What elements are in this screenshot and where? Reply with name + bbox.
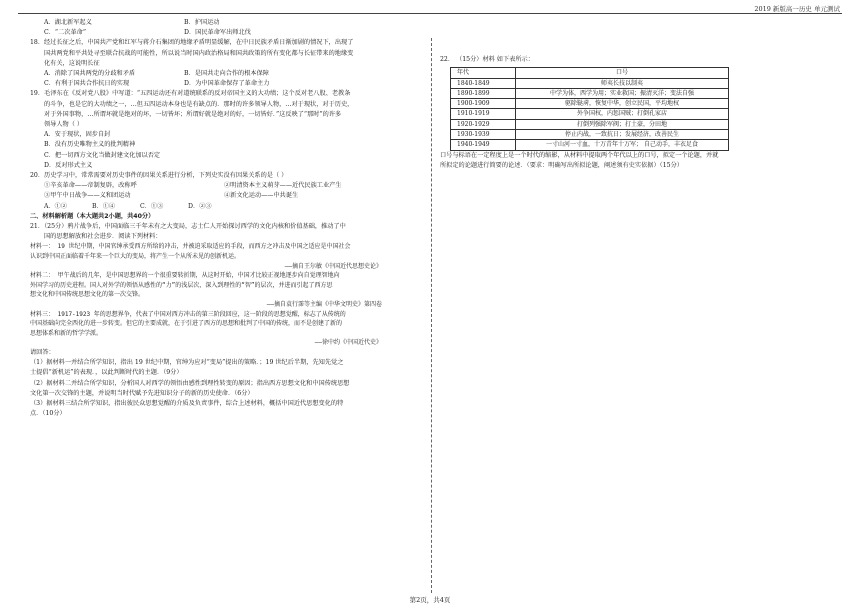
slogan-table [450, 67, 729, 150]
table-cell-slogan: 中学为体，西学为用；实业救国；振清灭洋；变法自强 [516, 88, 729, 98]
header-rule [18, 13, 842, 14]
q18-options-row1 [30, 69, 420, 79]
q19-line: 领导人物（ ） [44, 121, 84, 129]
material-3-source: ——徐中约《中国近代史》 [314, 339, 382, 347]
q17-option-c: C．“二次革命” [44, 29, 86, 37]
q18-options-row2 [30, 79, 420, 89]
table-row [451, 78, 729, 88]
subquestion-line: （3）据材料三结合所学知识，指出彼民众思想觉醒的介质及负责事件，综合上述材料，概括中国近代思想变化的特 [30, 400, 344, 408]
q21-line: 21．（25分）鸦片战争后，中国面临三千年未有之大变局，志士仁人开始探讨西学的文化内核和价值基础，推动了中 [30, 223, 346, 231]
q20-line: 20．历史学习中，常常需要对历史事件的因果关系进行分析，下列史实没有因果关系的是（ ） [30, 172, 288, 180]
q18-option-d: D．为中国革命保存了革命主力 [184, 80, 270, 88]
table-header-year: 年代 [451, 68, 516, 78]
column-separator [431, 38, 432, 593]
q18-line: 国共两党和平共处寻至联合抗战的可能性，所以说当时国内政治格局和国共政策的所有变化都与长征带来的地缘变 [44, 49, 354, 57]
q20-item-1: ①辛亥革命——帝制复辟，改称呼 [44, 182, 137, 190]
q20-option-d: D．②③ [188, 202, 212, 210]
table-header-row [451, 68, 729, 78]
table-row [451, 109, 729, 119]
q22-tail-line: 口号与标语在一定程度上是一个时代的缩影，从材料中提取两个年代以上的口号，拟定一个论题，并就 [440, 151, 719, 159]
q20-option-c: C．①③ [140, 202, 164, 210]
material-2-line: 想文化和中国传统思想文化的第一次交锋。 [30, 291, 145, 299]
q19-option-c: C．把一切西方文化当做封建文化加以否定 [44, 151, 161, 159]
right-column [440, 55, 840, 171]
q20-option-a: A．①② [44, 202, 68, 210]
table-cell-year: 1930-1939 [451, 129, 516, 139]
table-cell-year: 1920-1929 [451, 119, 516, 129]
q17-options-row2 [30, 28, 420, 38]
table-cell-year: 1890-1899 [451, 88, 516, 98]
material-2-source: ——摘自袁行霈等主编《中华文明史》第四卷 [266, 301, 382, 309]
material-2-line: 材料二： 甲午战后的几年，是中国思想界的一个很重要转折期，从这时开始，中国才比较正视地逐步向自觉理智地向 [30, 272, 340, 280]
table-row [451, 140, 729, 150]
q18-option-a: A．消除了国共两党的分歧和矛盾 [44, 70, 136, 78]
table-cell-slogan: 师夷长技以制夷 [516, 78, 729, 88]
table-cell-year: 1840-1849 [451, 78, 516, 88]
q19-option-a: A．安于现状，固步自封 [44, 131, 111, 139]
page-footer: 第2页，共4页 [409, 596, 451, 604]
subquestion-line: 文化第一次交锋的主题，并说明当时代赋予先进知识分子的新的历史使命．（6分） [30, 389, 254, 397]
table-cell-slogan: 外争国权，内惩国贼；打倒孔家店 [516, 109, 729, 119]
q22-tail-line: 所拟定的论题进行简要的论述．（要求：明确写出所拟论题，阐述须有史实依据）（15分） [440, 161, 683, 169]
q19-option-b: B．没有历史唯物主义的批判精神 [44, 141, 136, 149]
material-3-line: 中国基础向完全西化的进一步转变。但它的主要成就，在于引进了西方的思想和批判了中国的传统，而不是创建了新的 [30, 320, 343, 328]
q20-item-3: ③甲午中日战争——义和团运动 [44, 192, 131, 200]
section-title: 二、材料解析题（本大题共2小题，共40分） [30, 212, 155, 220]
q18-line: 18．经过长征之后，中国共产党和红军与蒋介石集团的地缘矛盾明显缓解，在中日民族矛盾日渐加剧的情况下，出现了 [30, 39, 354, 47]
q19-option-d: D．反对形式主义 [44, 161, 93, 169]
q20-options [30, 202, 420, 212]
q18-option-b: B．是国共走向合作的根本保障 [184, 70, 269, 78]
q18-line: 化有关，这说明长征 [44, 59, 100, 67]
table-cell-slogan: 一寸山河一寸血，十万青年十万军； 自己动手，丰衣足食 [516, 140, 729, 150]
table-row [451, 88, 729, 98]
q19-line: 的斗争，也是它的大功绩之一，…但五四运动本身也是有缺点的．那时的许多领导人物，…对于现状，对于历史， [44, 100, 354, 108]
q17-options-row1 [30, 18, 420, 28]
left-column [30, 18, 420, 419]
q17-option-d: D．国民革命军出师北伐 [184, 29, 251, 37]
page-header: 2019 新版高一历史 单元测试 [754, 5, 840, 13]
q21-line: 国的思想解放和社会进步．阅读下列材料： [44, 233, 162, 241]
q19-line: 对于外国事物，…所谓坏就是绝对的坏，一切皆坏；所谓好就是绝对的好，一切皆好．”这反映了“那时”的许多 [44, 110, 342, 118]
q18-option-c: C．有利于国共合作抗日的实现 [44, 80, 130, 88]
material-3-line: 思想体系和新的哲学学派。 [30, 329, 103, 337]
table-cell-year: 1900-1909 [451, 99, 516, 109]
q17-option-a: A．湖北新军起义 [44, 19, 92, 26]
table-cell-year: 1940-1949 [451, 140, 516, 150]
table-row [451, 119, 729, 129]
table-row [451, 129, 729, 139]
table-header-slogan: 口号 [516, 68, 729, 78]
q20-pairs-row2 [30, 191, 420, 201]
table-cell-slogan: 打倒列强除军阀；打土豪，分田地 [516, 119, 729, 129]
table-cell-year: 1910-1919 [451, 109, 516, 119]
table-row [451, 99, 729, 109]
material-1-line: 材料一： 19 世纪中期，中国官绅承受西方所给的冲击，并被迫采取适应的手段，而西方之冲击及中国之适应是中国社会 [30, 243, 351, 251]
q22-title: 22． （15分）材料 如下表所示： [440, 56, 534, 63]
q20-option-b: B．①④ [92, 202, 116, 210]
subquestion-line: （2）据材料二并结合所学知识，分析国人对西学的领悟由感性到理性转变的原因；指出西方思想文化和中国传统思想 [30, 379, 350, 387]
q17-option-b: B．护国运动 [184, 19, 220, 26]
q20-pairs-row1 [30, 181, 420, 191]
ask-label: 请回答： [30, 349, 55, 356]
table-cell-slogan: 停止内战，一致抗日；发展经济，改善民生 [516, 129, 729, 139]
q19-line: 19．毛泽东在《反对党八股》中写道：“五四运动还有对道统联系的反对帝国主义的大功绩；这个反对老八股、老教条 [30, 90, 351, 98]
material-2-line: 外国学习的历史进程。国人对外学的领悟从感性的“力”的浅层次，深入到理性的“智”的层次，并进而引起了西方思 [30, 281, 333, 289]
subquestion-line: 士提倡“新机运”的表现．，以此判断时代的主题．（9分） [30, 369, 183, 377]
table-cell-slogan: 驱除鞑虏，恢复中华，创立民国，平均地权 [516, 99, 729, 109]
q20-item-4: ④新文化运动——中共诞生 [224, 192, 299, 200]
subquestion-line: 点．（10分） [30, 410, 66, 418]
material-3-line: 材料三： 1917-1923 年的思想界争，代表了中国对西方冲击的第三阶段回应，这一阶段的思想觉醒，标志了从传统的 [30, 310, 346, 318]
material-1-line: 认识到中国正面临着千年来一个巨大的变局，将产生一个从所未见的创新机运。 [30, 253, 241, 261]
material-1-source: ——摘自王尔敏《中国近代思想史论》 [284, 262, 382, 270]
subquestion-line: （1）据材料一并结合所学知识，指出 19 世纪中期，官绅为应对“变局”提出的策略．；19 世纪后半期，先知先觉之 [30, 359, 344, 367]
q20-item-2: ②明清资本主义萌芽——近代民族工业产生 [224, 182, 342, 190]
